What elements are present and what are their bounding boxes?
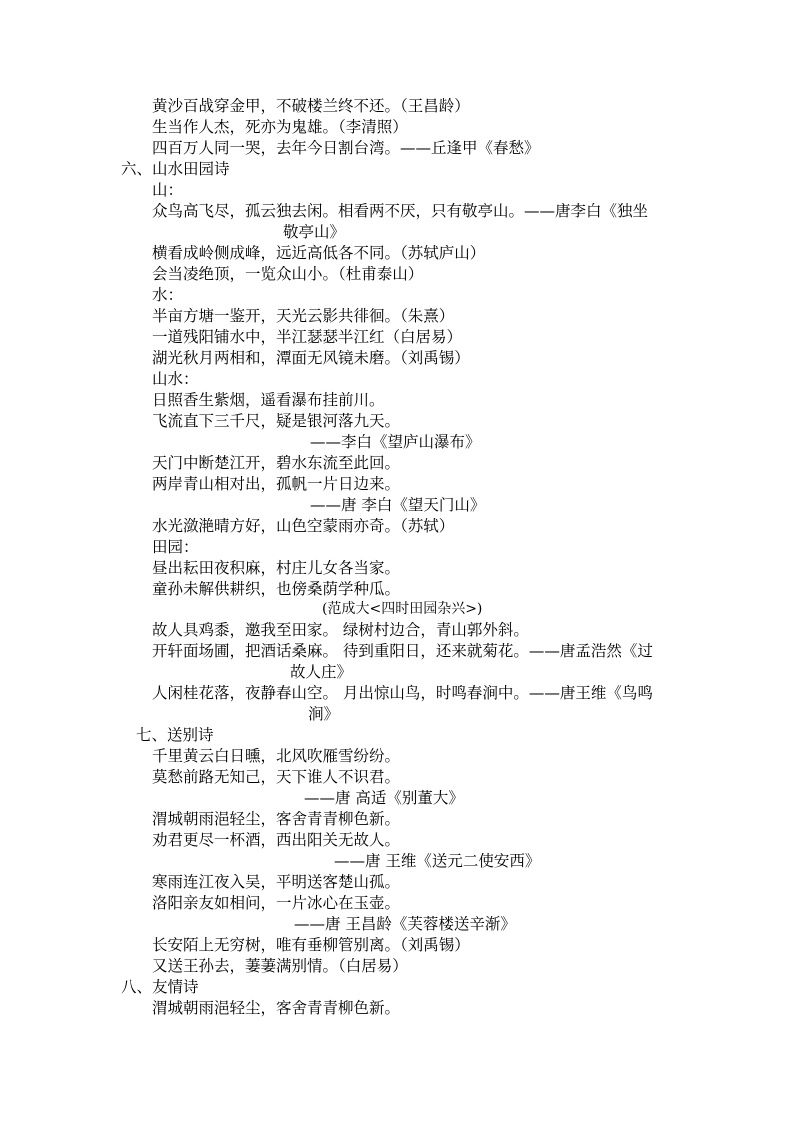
poem-attribution: ——李白《望庐山瀑布》 <box>310 433 481 451</box>
subheading: 山： <box>152 181 184 199</box>
poem-line: 众鸟高飞尽，孤云独去闲。相看两不厌，只有敬亭山。——唐李白《独坐 <box>152 202 649 220</box>
poem-line: 两岸青山相对出，孤帆一片日边来。 <box>152 475 401 493</box>
poem-line: 湖光秋月两相和，潭面无风镜未磨。（刘禹锡） <box>152 349 470 367</box>
poem-line: 故人庄》 <box>290 663 353 681</box>
poem-line: 天门中断楚江开，碧水东流至此回。 <box>152 454 401 472</box>
subheading: 田园： <box>152 538 199 556</box>
poem-line: 人闲桂花落，夜静春山空。 月出惊山鸟，时鸣春涧中。——唐王维《鸟鸣 <box>152 684 653 702</box>
subheading: 水： <box>152 286 184 304</box>
poem-line: 洛阳亲友如相问，一片冰心在玉壶。 <box>152 894 401 912</box>
subheading: 山水： <box>152 370 199 388</box>
poem-line: 渭城朝雨浥轻尘，客舍青青柳色新。 <box>152 810 401 828</box>
poem-line: 昼出耘田夜积麻，村庄儿女各当家。 <box>152 559 401 577</box>
poem-attribution: (范成大<四时田园杂兴>) <box>322 601 483 617</box>
poem-line: 又送王孙去，萋萋满别情。（白居易） <box>152 957 408 975</box>
poem-attribution: ——唐 王昌龄《芙蓉楼送辛渐》 <box>294 915 516 933</box>
poem-attribution: ——唐 高适《别董大》 <box>304 789 464 807</box>
poem-line: 横看成岭侧成峰，远近高低各不同。（苏轼庐山） <box>152 244 486 262</box>
section-heading: 七、送别诗 <box>136 726 214 744</box>
section-heading: 八、友情诗 <box>121 978 199 996</box>
poem-line: 开轩面场圃，把酒话桑麻。 待到重阳日，还来就菊花。——唐孟浩然《过 <box>152 642 653 660</box>
poem-line: 黄沙百战穿金甲，不破楼兰终不还。（王昌龄） <box>152 97 470 115</box>
poem-line: 会当凌绝顶，一览众山小。（杜甫泰山） <box>152 265 424 283</box>
poem-attribution: ——唐 李白《望天门山》 <box>310 496 486 514</box>
poem-line: 生当作人杰，死亦为鬼雄。（李清照） <box>152 118 408 136</box>
poem-line: 敬亭山》 <box>283 223 346 241</box>
poem-line: 长安陌上无穷树，唯有垂柳管别离。（刘禹锡） <box>152 936 470 954</box>
poem-attribution: ——唐 王维《送元二使安西》 <box>334 852 541 870</box>
section-heading: 六、山水田园诗 <box>121 160 230 178</box>
poem-line: 水光潋滟晴方好，山色空蒙雨亦奇。（苏轼） <box>152 517 455 535</box>
poem-line: 渭城朝雨浥轻尘，客舍青青柳色新。 <box>152 999 401 1017</box>
poem-line: 寒雨连江夜入吴，平明送客楚山孤。 <box>152 873 401 891</box>
poem-line: 一道残阳铺水中，半江瑟瑟半江红（白居易） <box>152 328 463 346</box>
poem-line: 千里黄云白日曛，北风吹雁雪纷纷。 <box>152 747 401 765</box>
poem-line: 半亩方塘一鉴开，天光云影共徘徊。（朱熹） <box>152 307 455 325</box>
poem-line: 日照香生紫烟，遥看瀑布挂前川。 <box>152 391 385 409</box>
poem-line: 莫愁前路无知己，天下谁人不识君。 <box>152 768 401 786</box>
poem-line: 童孙未解供耕织，也傍桑荫学种瓜。 <box>152 580 401 598</box>
poem-line: 四百万人同一哭，去年今日割台湾。——丘逢甲《春愁》 <box>152 139 540 157</box>
poem-line: 劝君更尽一杯酒，西出阳关无故人。 <box>152 831 401 849</box>
poem-line: 涧》 <box>308 705 340 723</box>
poem-line: 故人具鸡黍，邀我至田家。 绿树村边合，青山郭外斜。 <box>152 621 529 639</box>
poem-line: 飞流直下三千尺，疑是银河落九天。 <box>152 412 401 430</box>
